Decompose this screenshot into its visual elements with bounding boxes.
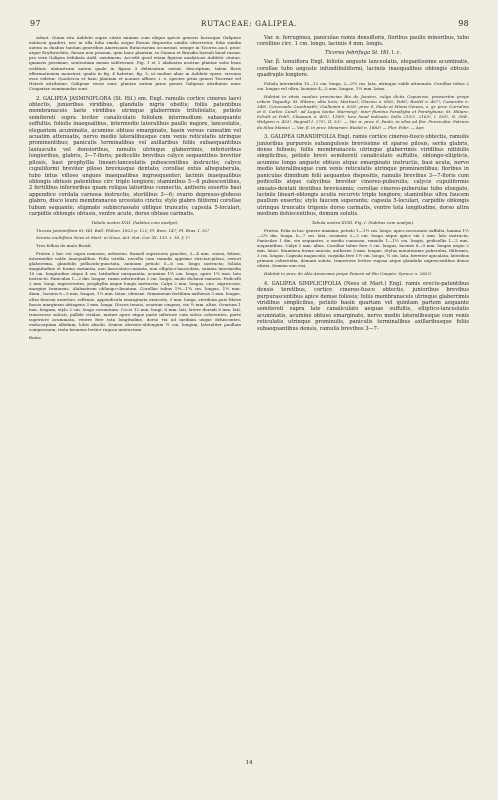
annotation-paragraph: Adnot. Quum ista Aubletii supra citata minime cum aliqua specie generis hucusque Galipeae nobiscui quadret, nec in ulla folia simila aeque florum dispositio similis observetur, folia similia autem in duabus tantum generibus Americanis Rutacearum occurrant, nempe in Ticorea aucl. prior. atque Erythrochito, forsan non possum, quin hanc plantam, in Guiana et Brasilia boreali haud raram, pro vera Galipea trifoliata Aubl. existimem. Accedit quod etiam figurae analyticae Aubletii citatae, quamvis pessimae, sententiam meam subleveant. Fig. 1 et 2 alabastra nostrae plantae satis bene reddunt; alabastrum autem quale in figura 3 delineatum exstat, descriptum, talem floris efformationem monstrat, qualis in fig. 4 habetur; fig. 5, ut multae aliae in Aubletii opere, erronea esse videtur. Quodcirca et hanc plantam et nonnes affines, i. e. species prius generi Ticoreae vel Heisrii attributae, Galipeae verae sunt, plantae autem prius generi Galipeae attributae nunc Cuspariae nominandae sunt. (29, 35, 241, 91)
page-number-left: 97 (30, 19, 41, 28)
variety-beta: Var. β. tenuiflora Engl. foliolis anguste lanceolatis, elegantissime acuminatis, corollae tubo anguste infundibuliformi, laciniis inaequalibus oblongis obtusis quadruplo longiore. (257, 59, 469, 79)
habitat-species-2: Habitat in sitvis caeduis provinciae Rio de Janeiro, culga dictis Capoeiras, praesertim prope urbem Taguahy: St. Hilaire; altis locis, Martius!; Glaziou n. 856!; Pohl!; Riedel n. 467!; Casaretto n. 348!; Corcovado: Luschnath!; Guillemin n. 828!; prov. S. Paulo et Minas Geraes, e. gr. prov. Curralina et S. Carlos: Lund!; ad Lagoa Santa: Warming!; inter flumina Paraibyba et Parahybuna: St. Hilaire, Schott et Pohl!, Claussen n. 403!, 1189!; loco haud indicato: Sello 2152!, 2163!, l. 163!, N. 394!, Widgren n. 453!, Regnell I. 273!, II. 53!. — Var. α. prov. S. Paulo, in silva ad flor. Piracicaba: Patricio da Silva Manso! — Var. β. in prov. Minarum: Riedel n. 1883! — Flor. Febr. — Apr. (257, 94, 469, 130)
plate-reference-2: Tabula nostra XVIII. Fig. I. (habitus cum analysi). (311, 220, 415, 226)
signature-mark: Rutac. (29, 334, 43, 340)
plate-reference: Tabula nostra XVII. (habitus cum analysi). (91, 219, 179, 225)
page-number-right: 98 (458, 19, 469, 28)
detailed-description: Frutex 2 hoc est supra ramosus, arboreus. Rameli superiores graciles, 3—4 mm. crassi, foliosi, intermediis valde inaequalibus. Folia viridia, novella cum ramulis apprime strictae-pilosa, seriori glaberrima, glandulis pellucido-punctata, annuum petiolo 5—6 cm. longo instructa; foliola magnitudine et forma variantia, non lanceolato-cuneata, non elliptico-lanceolata, summa intermedia 10 cm. longitudine atque 4 cm. latitudine unequantia, acumine 1½ cm. longo, apice 1½ mm. lato instructo. Paniculae 1—2 dm. longae, ramis inferioribus 2 cm. longis, modo dichasii ramosis. Pedicelli 2 mm. longi, nigrescentes, prophyllis aeque longis instructis. Calyx 2 mm. longus, circ. nigrescens, margine brunneus. Alabastrum oblongo-clavatum. Corollae tubus 1½—1¾ cm. longus, 1½ mm. diam., laciniis 6—9 mm. longae, 1½ mm. latae, obtusae. Stamineum fertilium antherae 3 mm. longae, ultra faucem exsertae, reflexae, appendicula emarginata exsicatis, 3 mm. longa, sterilium pars libera faucis marginem attingens 3 mm. longa. Discus tenuis, ovarium cingens, vix ½ mm. altus. Ovarium 1 mm. longum, stylo 2 cm. longo coronatum. Cocci 12 mm. longi, 8 mm. lati, latere dorsali 8 mm. lati, transverse sulcati, pallide viridae, maturi apice atque parte inferiore cum sulcis coherentes, parte superiore acuminata, ventre fere tota longitudine, dorso vix ad medium usque dehiscentes, endocarpium albidum, lobis absolu. Semen obovato-oblongum ½ cm. longum, lateraliter paullum compressum, testa brunnea leviter rugosa instructum. (29, 250, 241, 333)
species-2-description: 2. GALIPEA JASMINIFLORA (St. Hil.) em. Engl. ramulis cortice cinereo laevi obtectis, junioribus viridibus, glandulis nigris obsitis; foliis patentibus membranaceis laete viridibus utrinque glaberrimis trifoliolatis, petiolo semiteretí supra leviter canaliculato foliolum intermedium subaequante suffultis; foliolis inaequalibus, intermedio lateralibus paullo majore, lanceolatis, elegantem acuminatis, acumine obtuso emarginato, basin versus cuneatim vel acuatim attenuatis, nervo medio lateralibusque cum venis reticulatis utrinque prominentibus; paniculis terminalibus vel axillaribus foliis subaequantibus laxiusculis vel densioribus, ramulis utrinque glaberrimis, inferioribus longioribus, glabris, 3—7-floris; pedicellis brevibus calyce sequantibus breviter pilosis, basi prophyllia lineari-lanceolatis pubescentibus instructis; calyce cupuliformi breviter piloso breviusque dentato; corollae extus albopuberula, tubo intus villoso ungues inaequalibus ingroequenter; laciniis inaequalibus oblongis obtusis patentibus circ triplo longiore; staminibus 5—8 pubescentibus, 2 fertilibus inferioribus quam reliqua latioribus connectis, antheris exsertis basi appendice cordata carnosa instructis, sterilibus 3—6; ovario depresso-globoso glabro, disco leuni membranaceo urceolato cincto; stylo glabro filiformi corollae tubum sequante; stigmate subincrassato oblique truncato; capsula 5-loculari, carpidiis oblongis obtusis, ventre acute, dorso obtuse carinatis. (29, 95, 241, 217)
sheet-number: 14 (245, 760, 253, 766)
right-column (257, 35, 469, 335)
left-column (29, 35, 241, 342)
vernacular-name: Tres folhas do mato Brasil. (36, 243, 92, 248)
variety-alpha: Var. α. ferruginea, paniculae ramis densifloris, floribus paullo minoribus, tubo corollino circ. 1 cm. longo, laciniis 4 mm. longis. (257, 35, 469, 48)
detailed-description-2: Frutex. Folia in hoc genere maxima, petiolo 1—1½ cm. longo, apice incrassato suffulta, lamina 1½—2½ dm. longa, 6—7 cm. lata, acumine 2—3 cm. longo atque apice vix 2 mm. lato instructa. Paniculae 1 dm. vix sequantes, e medio cumosae, ramulis 1—1½ cm. longis, pedicellis 1—2 mm. aequantibus. Calyx 2 mm. altus. Corollae tubus fere 3 cm. longus, laciniis 8—9 mm. longae atque 2 mm. latae. Staminea forma unicais; antherae 3 mm. longae. Stylus minutissime puberulus, filiformis, 3 cm. longus. Capsula majuscula; carpidia fere 1½ cm. longa, ¾ cm. lata, breviter apiculata, lateribus primum coherentia, demum soluta, transverse leviter rugosa atque glandulis nigrescentibus dense obsita. Semina non visi. (257, 227, 469, 269)
running-title: RUTACEAE: GALIPEA. (200, 19, 298, 28)
variety-beta-notes: Foliola intermedia 10—12 cm. longa, 2—2½ cm. lata, utrinque valde attenuata. Corollae tubus 2 cm. longus vel ultra, laciniae 4—5 mm. longae, 1½ mm. latae. (257, 81, 469, 92)
synonym-ticorea: Ticorea jasminiflora St. Hil. Bull. Philom. 1823 p. 122; Pl. Rem. 147; Fl. Bras. I. 92! (36, 227, 209, 233)
variety-alpha-synonym: Ticorea febrifuga St. Hil. l. c. (324, 50, 402, 57)
species-3-description: 3. GALIPEA GRANDIFOLIA Engl. ramis cortice cinereo-fusco obtectis, ramulis junioribus purpureis subangulosis brevissime et sparse pilosis, seriis glabris, dense foliosis; foliis membranaceis utrinque glaberrimis viridibus nitidulis simplicibus, petiolo brevi semiteretí canaliculato suffultis, oblongo-ellipticis, acumine longo anguste obtuso atque emarginato instructis, basi acuta, nervo medio lateralibusque cum venis reticulatis utrinque prominentibus; floribus in paniculas dimidium folii aequantes dispositis, ramulis brevibus 3—7-floris cum pedicellis atque calycibus breviter cinereo-puberulis; calycis cupuliformis sinuato-dentati dentibus brevissimis; corollae cinereo-puberulae tubo elongato, laciniis lineari-oblongis acutis recurvis triplo longiore; staminibus ultra faucem paullum exsertis; stylo faucem superante; capsula 5-loculari, carpidiis oblongis utrinque truncatis trigonis dorso carinatis, ventre tota longitudine, dorso ultra medium dehiscentibus, demum solutis. (257, 134, 469, 218)
synonym-sciuria: Sciuria multiflora Nees et Mart. in Nova. Act. Nat. Cur. XI. 155. t. 18. f. 1! (36, 235, 190, 241)
species-4-description: 4. GALIPEA SIMPLICIFOLIA (Nees et Mart.) Engl. ramis erecto-patentibus densis teretibus, cortice cinereo-fusco obtectis, junioribus brevibus purpurascentibus apice demse foliosis; foliis membranaceis utrinque glaberrimis viridibus simplicibus, petiolo basin quartam vel quintam partem aequante semiteretí supra late canaliculato aequae suffultis, elliptico-lanceolatis acuminatis, acumine obtuso emarginato, nervo medio lateralibusque cum venis reticulatis utrinque prominulis, paniculis terminalibus axillaribusque foliis subaequantibus densis, ramulis brevibus 3—7- (257, 280, 469, 332)
habitat-species-3: Habitat in prov. do Alto Amazonas prope Panuré ad Rio Uaupés: Spruce n. 2832! (264, 271, 432, 277)
